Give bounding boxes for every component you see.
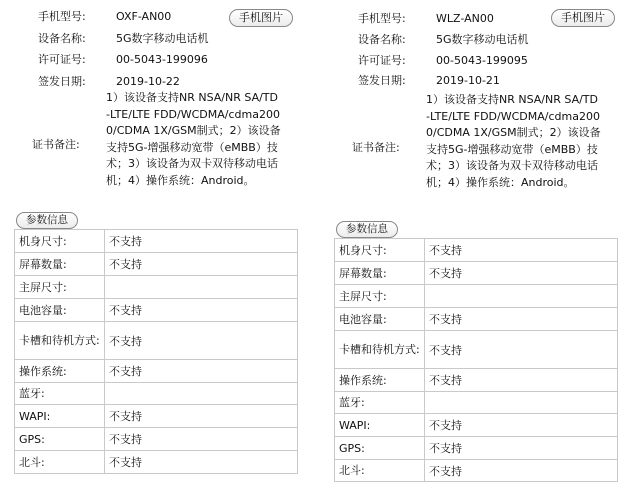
- remark-text: 1）该设备支持NR NSA/NR SA/TD-LTE/LTE FDD/WCDMA/cdma2000/CDMA 1X/GSM制式；2）该设备支持5G-增强移动宽带（eMBB）技术；3）该设备为双卡双待移动电话机；4）操作系统：Android。: [106, 91, 281, 187]
- table-row: [15, 276, 298, 299]
- table-row: [335, 331, 618, 369]
- device-label: 设备名称:: [38, 32, 86, 45]
- param-value: 不支持: [425, 437, 618, 460]
- param-value: 不支持: [105, 451, 298, 474]
- remark-label: 证书备注:: [352, 141, 400, 154]
- param-key: 屏幕数量:: [15, 253, 105, 276]
- param-value: 不支持: [425, 414, 618, 437]
- param-key: 蓝牙:: [335, 392, 425, 414]
- table-row: [15, 428, 298, 451]
- date-label: 签发日期:: [38, 75, 86, 88]
- param-value: 不支持: [425, 239, 618, 262]
- model-value: WLZ-AN00: [436, 12, 494, 25]
- param-value: 不支持: [105, 428, 298, 451]
- param-value: 不支持: [105, 405, 298, 428]
- table-row: [15, 230, 298, 253]
- param-value: [105, 383, 298, 405]
- param-key: GPS:: [335, 437, 425, 460]
- param-key: WAPI:: [15, 405, 105, 428]
- model-value: OXF-AN00: [116, 10, 172, 23]
- param-value: 不支持: [425, 262, 618, 285]
- table-row: [335, 437, 618, 460]
- param-key: 机身尺寸:: [15, 230, 105, 253]
- phone-photo-button[interactable]: 手机图片: [229, 9, 293, 27]
- param-key: 主屏尺寸:: [15, 276, 105, 299]
- param-key: 操作系统:: [335, 369, 425, 392]
- param-key: WAPI:: [335, 414, 425, 437]
- table-row: [335, 460, 618, 482]
- param-key: 北斗:: [335, 460, 425, 482]
- model-label: 手机型号:: [358, 12, 406, 25]
- date-label: 签发日期:: [358, 74, 406, 87]
- param-key: 蓝牙:: [15, 383, 105, 405]
- param-key: 屏幕数量:: [335, 262, 425, 285]
- table-row: [335, 239, 618, 262]
- param-value: 不支持: [425, 331, 618, 369]
- device-value: 5G数字移动电话机: [116, 32, 209, 45]
- param-value: 不支持: [425, 369, 618, 392]
- param-key: 卡槽和待机方式:: [15, 322, 105, 360]
- table-row: [15, 253, 298, 276]
- param-value: 不支持: [105, 230, 298, 253]
- param-key: 电池容量:: [335, 308, 425, 331]
- param-key: GPS:: [15, 428, 105, 451]
- table-row: [15, 299, 298, 322]
- param-key: 主屏尺寸:: [335, 285, 425, 308]
- param-value: 不支持: [105, 322, 298, 360]
- param-value: [425, 392, 618, 414]
- license-value: 00-5043-199095: [436, 54, 528, 67]
- param-key: 操作系统:: [15, 360, 105, 383]
- param-value: 不支持: [105, 253, 298, 276]
- model-label: 手机型号:: [38, 10, 86, 23]
- param-key: 电池容量:: [15, 299, 105, 322]
- table-row: [335, 285, 618, 308]
- date-value: 2019-10-22: [116, 75, 180, 88]
- table-row: [15, 360, 298, 383]
- params-info-button[interactable]: 参数信息: [336, 221, 398, 238]
- params-info-button[interactable]: 参数信息: [16, 212, 78, 229]
- phone-photo-button[interactable]: 手机图片: [551, 9, 615, 27]
- params-table: [334, 238, 618, 482]
- param-value: 不支持: [105, 299, 298, 322]
- table-row: [335, 308, 618, 331]
- param-value: 不支持: [105, 360, 298, 383]
- remark-label: 证书备注:: [32, 138, 80, 151]
- remark-text: 1）该设备支持NR NSA/NR SA/TD-LTE/LTE FDD/WCDMA/cdma2000/CDMA 1X/GSM制式；2）该设备支持5G-增强移动宽带（eMBB）技术；3）该设备为双卡双待移动电话机；4）操作系统：Android。: [426, 93, 601, 189]
- date-value: 2019-10-21: [436, 74, 500, 87]
- params-table: [14, 229, 298, 474]
- license-label: 许可证号:: [358, 54, 406, 67]
- param-value: [425, 285, 618, 308]
- param-key: 卡槽和待机方式:: [335, 331, 425, 369]
- param-value: [105, 276, 298, 299]
- param-value: 不支持: [425, 460, 618, 482]
- device-label: 设备名称:: [358, 33, 406, 46]
- param-key: 北斗:: [15, 451, 105, 474]
- license-value: 00-5043-199096: [116, 53, 208, 66]
- table-row: [335, 414, 618, 437]
- device-value: 5G数字移动电话机: [436, 33, 529, 46]
- table-row: [15, 405, 298, 428]
- table-row: [335, 369, 618, 392]
- table-row: [335, 262, 618, 285]
- param-value: 不支持: [425, 308, 618, 331]
- param-key: 机身尺寸:: [335, 239, 425, 262]
- license-label: 许可证号:: [38, 53, 86, 66]
- table-row: [15, 322, 298, 360]
- table-row: [15, 451, 298, 474]
- table-row: [15, 383, 298, 405]
- table-row: [335, 392, 618, 414]
